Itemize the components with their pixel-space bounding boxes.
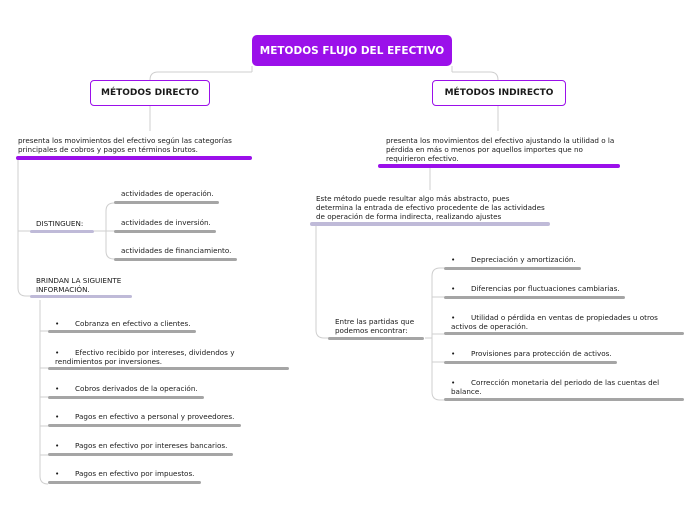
underline-bar — [48, 367, 289, 370]
list-item: • Cobranza en efectivo a clientes. — [55, 319, 191, 328]
connector-root-directo — [150, 72, 252, 80]
distinguen-label: DISTINGUEN: — [36, 219, 84, 228]
list-item: • Cobros derivados de la operación. — [55, 384, 198, 393]
partidas-label: Entre las partidas que podemos encontrar: — [335, 317, 415, 335]
underline-bar — [48, 481, 201, 484]
bullet-icon: • — [451, 349, 456, 358]
distinguen-item: actividades de inversión. — [121, 218, 211, 227]
underline-bar — [444, 361, 617, 364]
underline-bar — [48, 453, 233, 456]
list-item: • Utilidad o pérdida en ventas de propiedades u otros activos de operación. — [451, 313, 658, 331]
underline-bar — [444, 398, 684, 401]
connector-partidas — [425, 268, 444, 400]
bullet-icon: • — [451, 255, 456, 264]
bullet-icon: • — [55, 319, 60, 328]
list-item: • Pagos en efectivo por intereses bancarios. — [55, 441, 228, 450]
list-item: • Corrección monetaria del periodo de las cuentas del balance. — [451, 378, 660, 396]
underline-bar — [30, 230, 94, 233]
list-item: • Provisiones para protección de activos. — [451, 349, 612, 358]
list-item: • Pagos en efectivo por impuestos. — [55, 469, 195, 478]
underline-bar — [444, 296, 625, 299]
connector-root-indirecto — [452, 72, 498, 80]
brindan-label: BRINDAN LA SIGUIENTE INFORMACIÓN. — [36, 276, 122, 294]
underline-bar — [444, 332, 684, 335]
underline-bar — [114, 258, 237, 261]
list-item: • Pagos en efectivo a personal y proveedores. — [55, 412, 235, 421]
directo-description: presenta los movimientos del efectivo según las categorías principales de cobros y pagos en términos brutos. — [18, 136, 232, 154]
topic-title: MÉTODOS INDIRECTO — [444, 88, 554, 98]
topic-metodos-indirecto[interactable] — [432, 80, 566, 106]
topic-title: MÉTODOS DIRECTO — [101, 88, 199, 98]
underline-bar — [444, 267, 581, 270]
underline-bar — [16, 156, 252, 160]
connector-brindan — [40, 300, 48, 484]
indirecto-detail: Este método puede resultar algo más abstracto, pues determina la entrada de efectivo procedente de las actividades de operación de forma indirecta, realizando ajustes — [316, 194, 545, 221]
root-title: METODOS FLUJO DEL EFECTIVO — [259, 44, 445, 57]
bullet-icon: • — [55, 384, 60, 393]
bullet-icon: • — [451, 378, 456, 387]
distinguen-item: actividades de financiamiento. — [121, 246, 232, 255]
list-item: • Diferencias por fluctuaciones cambiarias. — [451, 284, 620, 293]
bullet-icon: • — [55, 469, 60, 478]
underline-bar — [328, 337, 424, 340]
underline-bar — [48, 330, 196, 333]
underline-bar — [30, 295, 132, 298]
underline-bar — [310, 222, 550, 226]
bullet-icon: • — [451, 284, 456, 293]
bullet-icon: • — [55, 348, 60, 357]
list-item: • Efectivo recibido por intereses, dividendos y rendimientos por inversiones. — [55, 348, 235, 366]
underline-bar — [114, 201, 219, 204]
underline-bar — [48, 424, 241, 427]
distinguen-item: actividades de operación. — [121, 189, 214, 198]
underline-bar — [48, 396, 204, 399]
connector-directo-trunk — [18, 158, 32, 296]
root-topic[interactable] — [252, 35, 452, 66]
indirecto-description: presenta los movimientos del efectivo ajustando la utilidad o la pérdida en más o menos por aquellos importes que no requirieron efectivo. — [386, 136, 615, 163]
bullet-icon: • — [451, 313, 456, 322]
bullet-icon: • — [55, 441, 60, 450]
list-item: • Depreciación y amortización. — [451, 255, 576, 264]
underline-bar — [114, 230, 216, 233]
topic-metodos-directo[interactable] — [90, 80, 210, 106]
bullet-icon: • — [55, 412, 60, 421]
underline-bar — [378, 164, 620, 168]
